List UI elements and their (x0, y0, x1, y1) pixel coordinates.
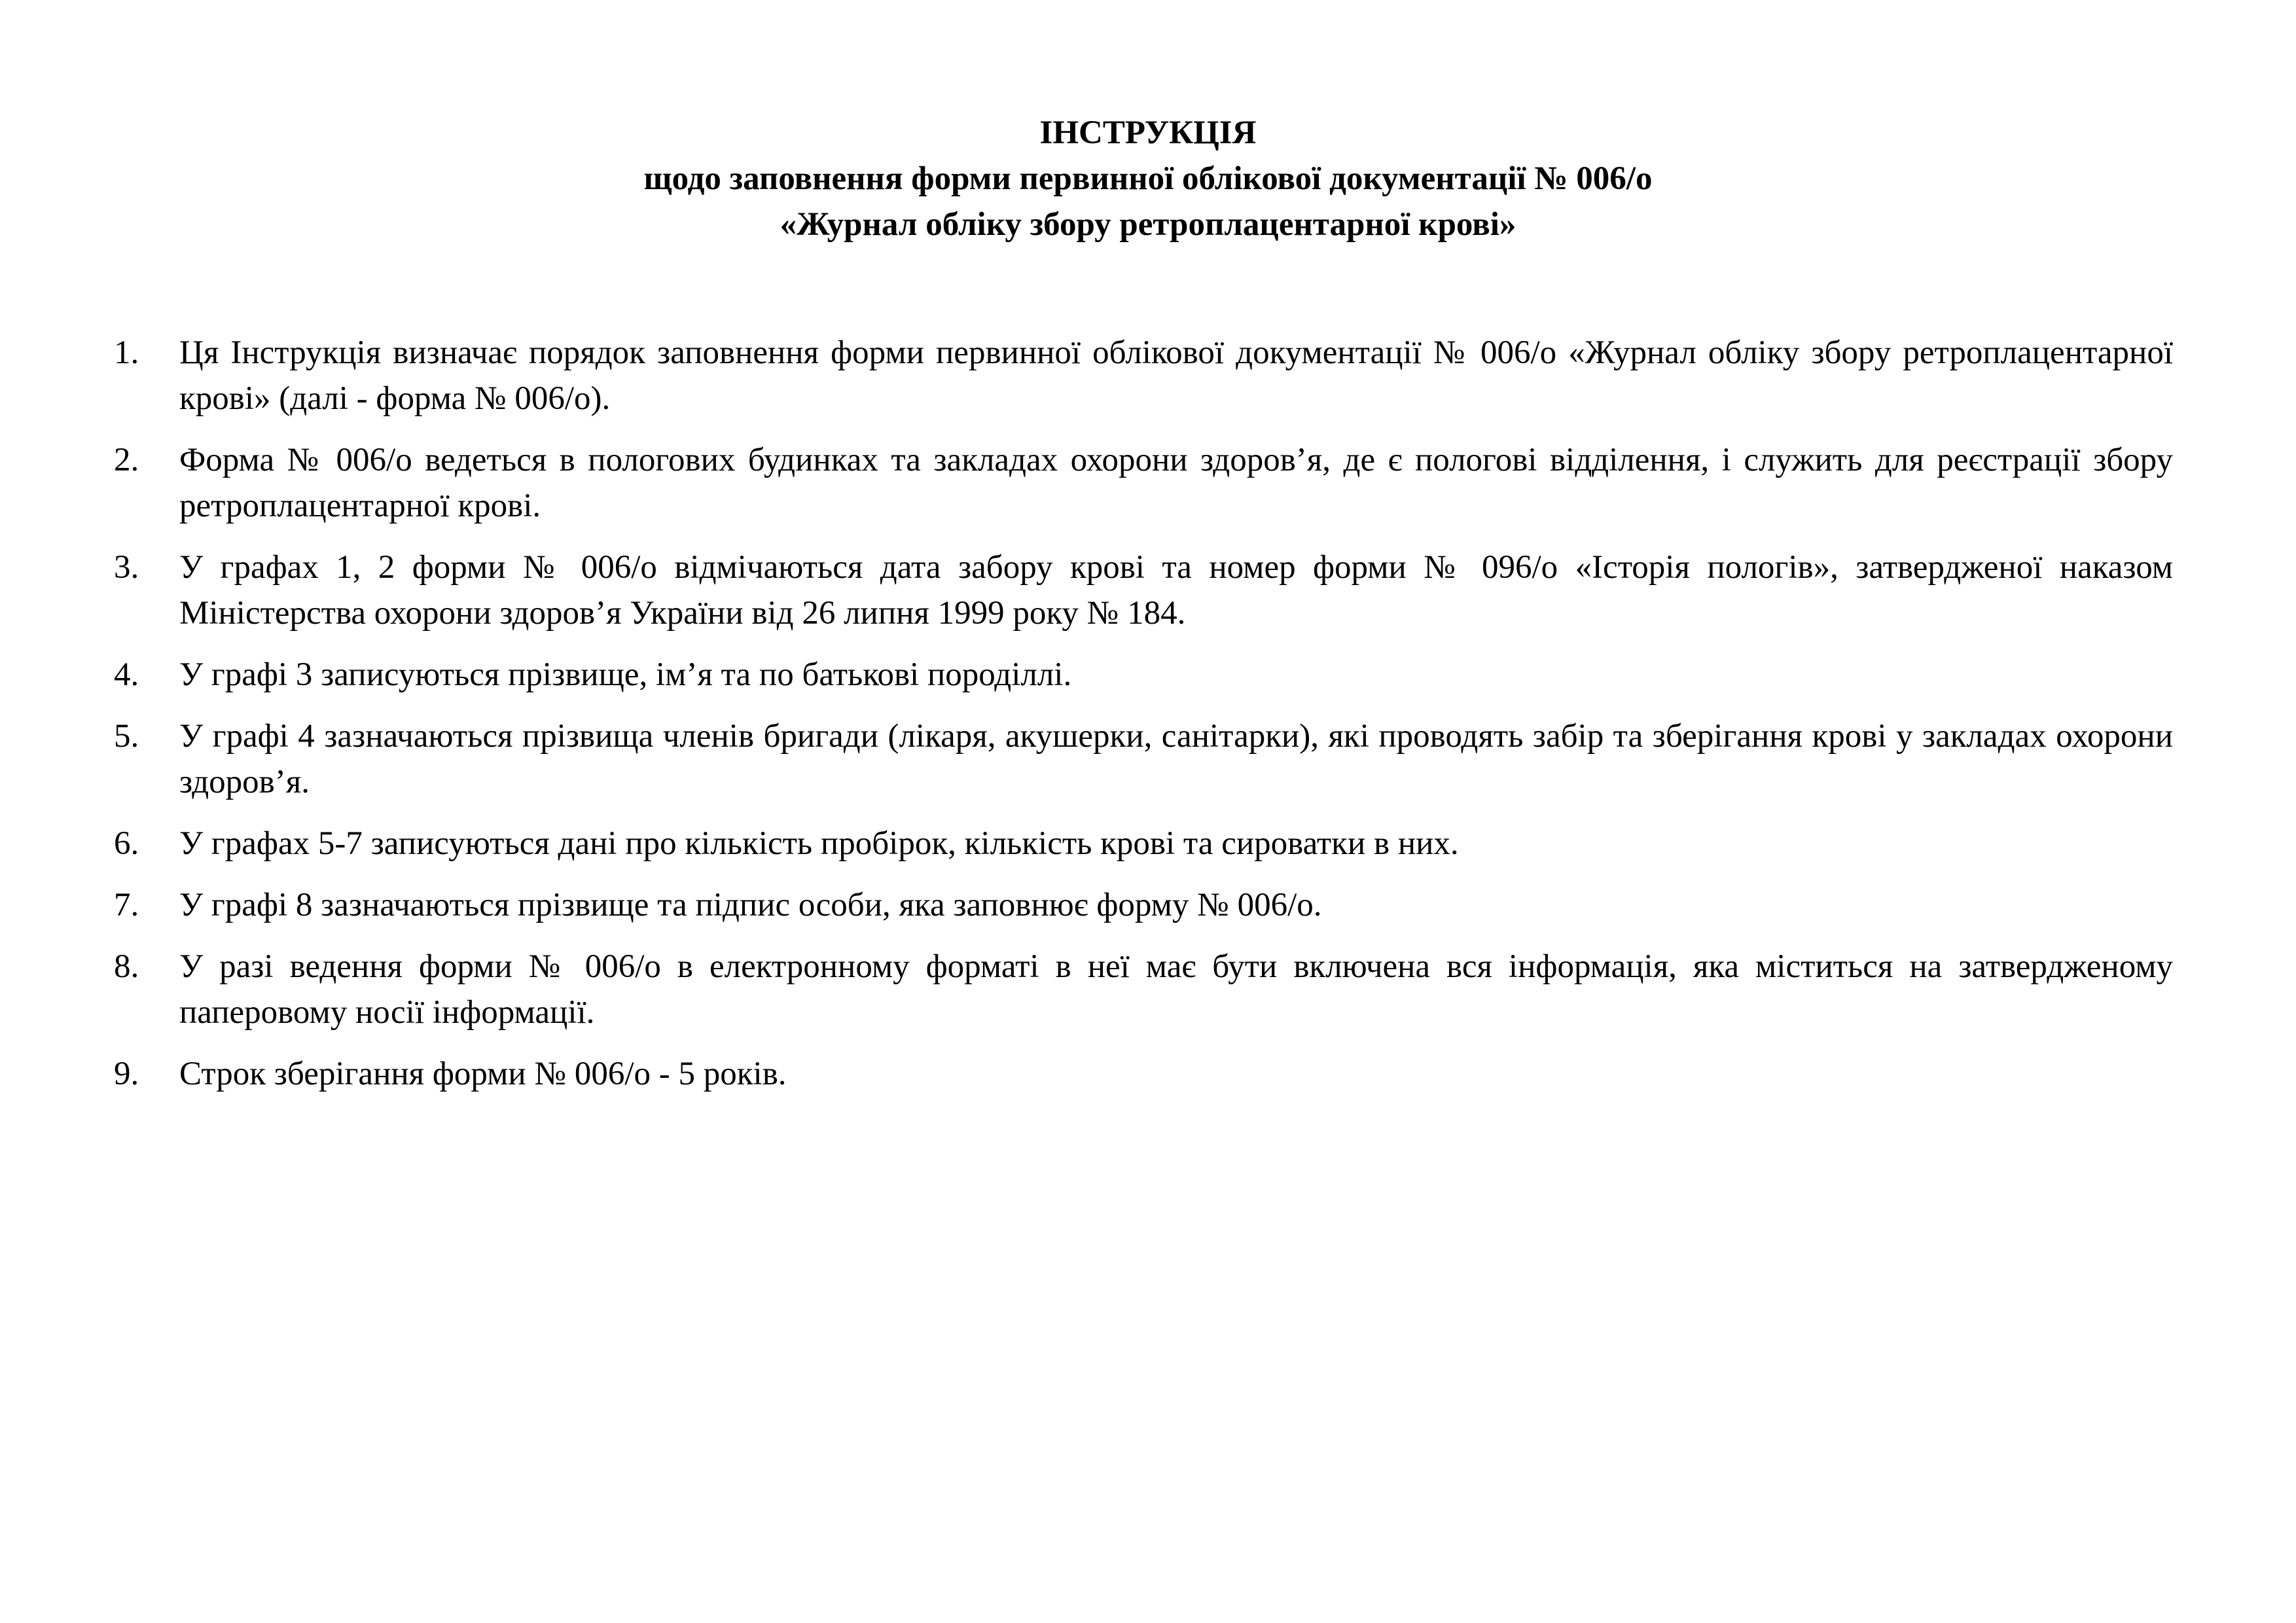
list-item-text: У графі 4 зазначаються прізвища членів бригади (лікаря, акушерки, санітарки), які проводять забір та зберігання крові у закладах охорони здоров’я. (179, 718, 2173, 800)
list-item-number: 9. (114, 1056, 139, 1092)
document-subtitle: щодо заповнення форми первинної облікової документації № 006/о (643, 160, 1653, 197)
document-title: ІНСТРУКЦІЯ (1039, 115, 1257, 151)
document-form-name: «Журнал обліку збору ретроплацентарної крові» (780, 206, 1516, 243)
list-item (114, 652, 2173, 698)
instruction-list (114, 330, 2173, 1113)
list-item-text: Форма № 006/о ведеться в пологових будинках та закладах охорони здоров’я, де є пологові відділення, і служить для реєстрації збору ретроплацентарної крові. (179, 442, 2173, 524)
list-item-number: 2. (114, 442, 139, 478)
list-item (114, 882, 2173, 928)
list-item-text: У графі 3 записуються прізвище, ім’я та по батькові породіллі. (179, 656, 1072, 693)
list-item-text: У графах 5-7 записуються дані про кількість пробірок, кількість крові та сироватки в них. (179, 825, 1459, 862)
list-item (114, 1051, 2173, 1097)
list-item (114, 944, 2173, 1035)
list-item-text: Ця Інструкція визначає порядок заповнення форми первинної облікової документації № 006/о «Журнал обліку збору ретроплацентарної крові» (далі - форма № 006/о). (179, 334, 2173, 417)
list-item-number: 6. (114, 825, 139, 862)
document-header (0, 110, 2296, 247)
list-item (114, 713, 2173, 805)
list-item-number: 7. (114, 887, 139, 923)
list-item-text: У графах 1, 2 форми № 006/о відмічаються дата забору крові та номер форми № 096/о «Історія пологів», затвердженої наказом Міністерства охорони здоров’я України від 26 липня 1999 року № 184. (179, 549, 2173, 632)
list-item-text: Строк зберігання форми № 006/о - 5 років. (179, 1056, 787, 1092)
list-item-number: 8. (114, 948, 139, 985)
list-item (114, 821, 2173, 866)
list-item-text: У разі ведення форми № 006/о в електронному форматі в неї має бути включена вся інформація, яка міститься на затвердженому паперовому носії інформації. (179, 948, 2173, 1031)
list-item-text: У графі 8 зазначаються прізвище та підпис особи, яка заповнює форму № 006/о. (179, 887, 1322, 923)
list-item-number: 4. (114, 656, 139, 693)
list-item (114, 330, 2173, 421)
list-item (114, 544, 2173, 636)
list-item-number: 1. (114, 334, 139, 371)
list-item (114, 437, 2173, 529)
list-item-number: 5. (114, 718, 139, 755)
list-item-number: 3. (114, 549, 139, 586)
